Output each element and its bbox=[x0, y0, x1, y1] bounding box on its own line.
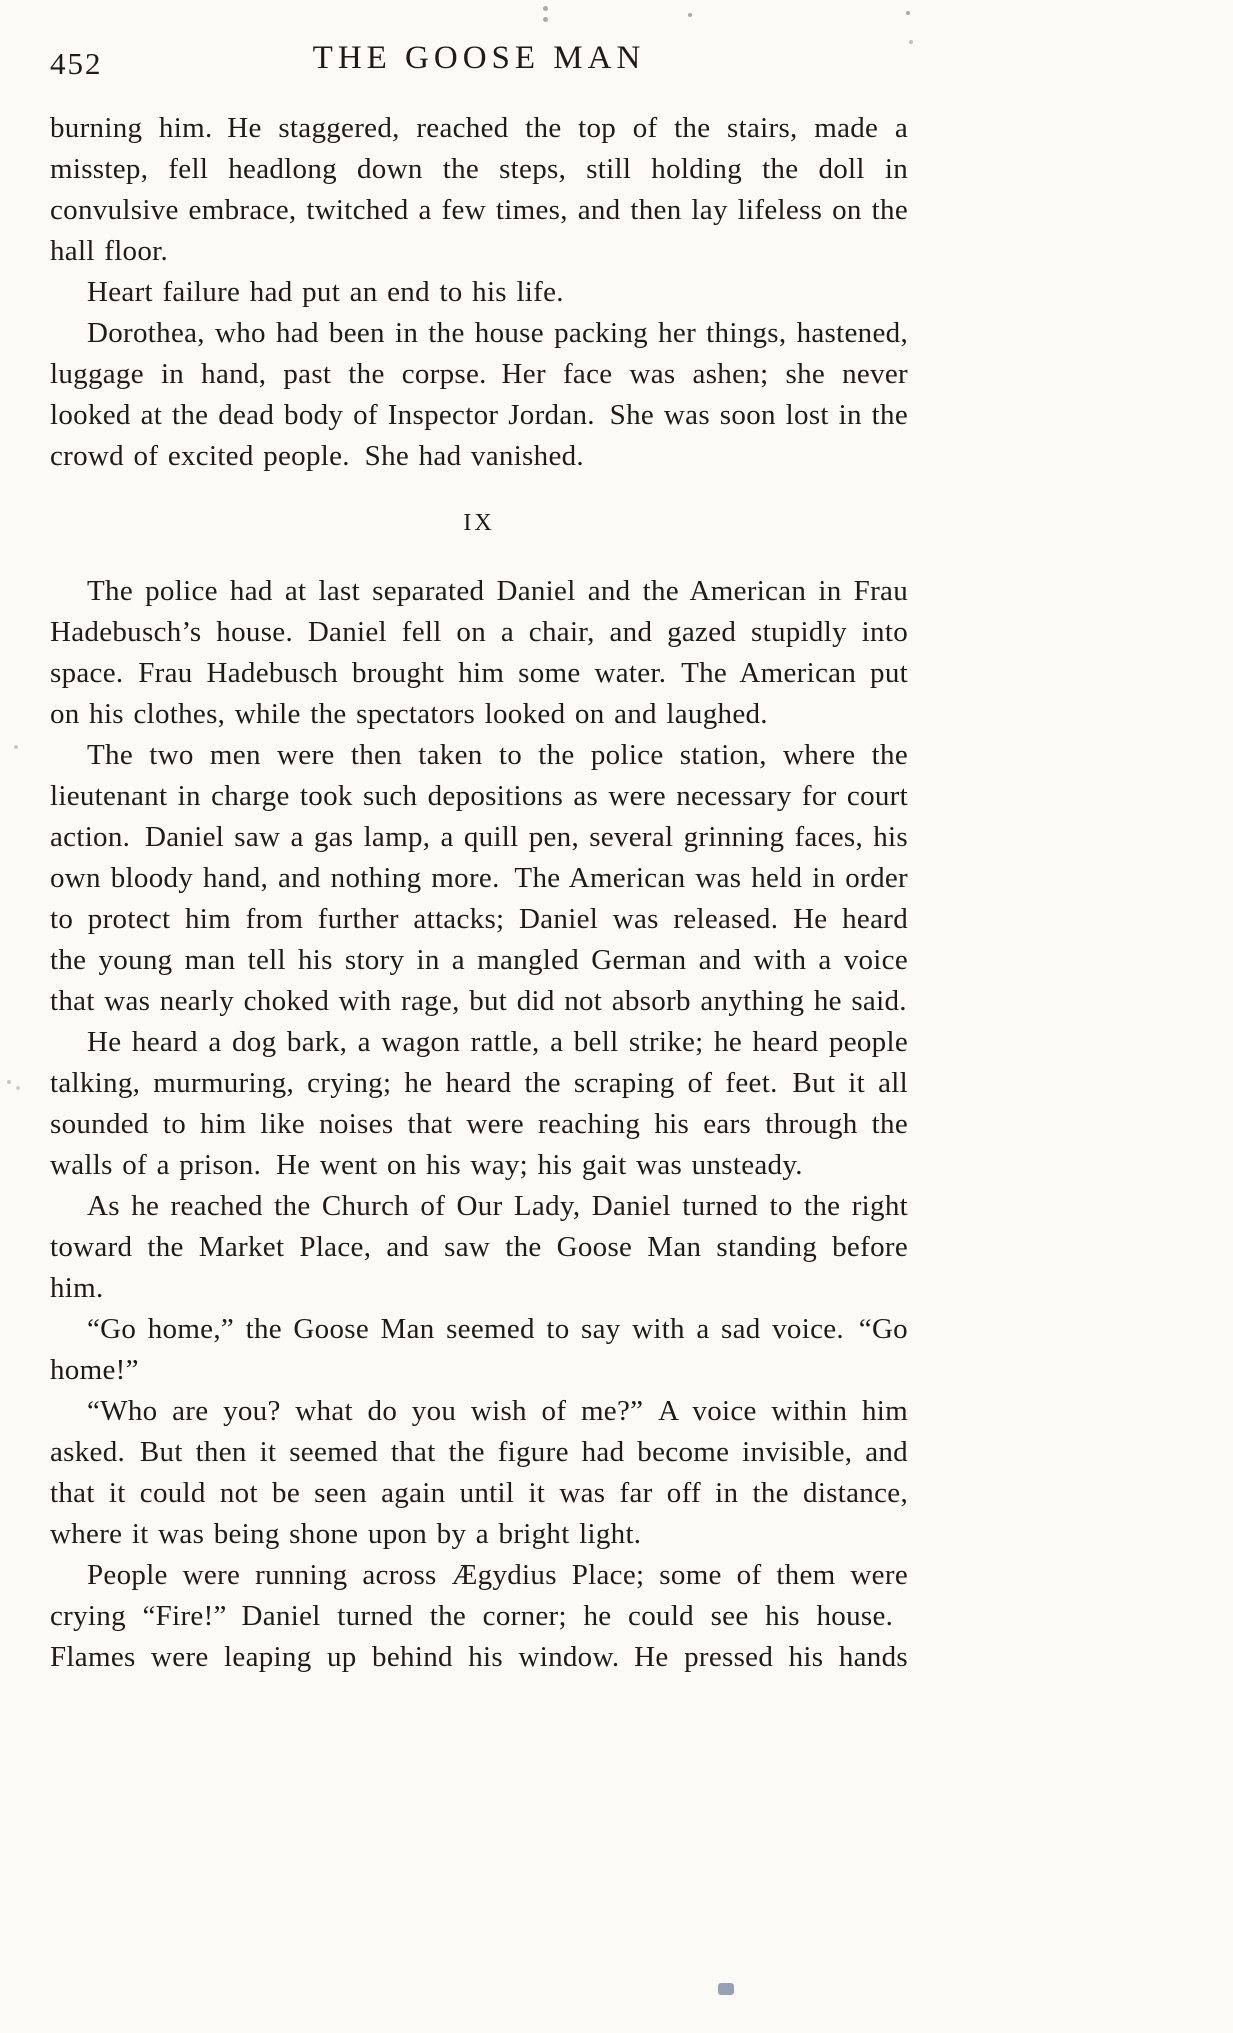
text-block bbox=[50, 108, 908, 1678]
page-number: 452 bbox=[50, 46, 103, 81]
section-heading: IX bbox=[463, 510, 495, 536]
paragraph: Dorothea, who had been in the house packing her things, hastened, luggage in hand, past the corpse. Her face was ashen; she never looked at the dead body of Inspector Jordan. She was soon lost in the crowd of excited people. She had vanished. bbox=[50, 317, 908, 472]
scan-artifact bbox=[688, 13, 692, 17]
paragraph: “Go home,” the Goose Man seemed to say with a sad voice. “Go home!” bbox=[50, 1313, 908, 1386]
paragraph: He heard a dog bark, a wagon rattle, a bell strike; he heard people talking, murmuring, crying; he heard the scraping of feet. But it all sounded to him like noises that were reaching his ears through the walls of a prison. He went on his way; his gait was unsteady. bbox=[50, 1026, 908, 1181]
paragraph: People were running across Ægydius Place; some of them were crying “Fire!” Daniel turned the corner; he could see his house. Flames were leaping up behind his window. He pressed his hands bbox=[50, 1559, 908, 1673]
scan-artifact bbox=[906, 11, 910, 15]
page-header bbox=[50, 40, 908, 86]
paragraph: The two men were then taken to the police station, where the lieutenant in charge took such depositions as were necessary for court action. Daniel saw a gas lamp, a quill pen, several grinning faces, his own bloody hand, and nothing more. The American was held in order to protect him from further attacks; Daniel was released. He heard the young man tell his story in a mangled German and with a voice that was nearly choked with rage, but did not absorb anything he said. bbox=[50, 739, 908, 1017]
scan-artifact-ink-mark bbox=[718, 1983, 734, 1995]
scan-artifact bbox=[14, 745, 18, 749]
scan-artifact bbox=[16, 1086, 20, 1090]
scan-artifact bbox=[543, 17, 548, 22]
book-page bbox=[50, 40, 908, 1678]
paragraph: “Who are you? what do you wish of me?” A voice within him asked. But then it seemed that the figure had become invisible, and that it could not be seen again until it was far off in the distance, where it was being shone upon by a bright light. bbox=[50, 1395, 908, 1550]
scan-artifact bbox=[909, 40, 913, 44]
scan-artifact bbox=[543, 6, 548, 11]
scan-artifact bbox=[7, 1080, 11, 1084]
paragraph: The police had at last separated Daniel and the American in Frau Hadebusch’s house. Daniel fell on a chair, and gazed stupidly into space. Frau Hadebusch brought him some water. The American put on his clothes, while the spectators looked on and laughed. bbox=[50, 575, 908, 730]
paragraph: burning him. He staggered, reached the top of the stairs, made a misstep, fell headlong down the steps, still holding the doll in convulsive embrace, twitched a few times, and then lay lifeless on the hall floor. bbox=[50, 112, 908, 267]
paragraph: As he reached the Church of Our Lady, Daniel turned to the right toward the Market Place, and saw the Goose Man standing before him. bbox=[50, 1190, 908, 1304]
running-title: THE GOOSE MAN bbox=[312, 40, 646, 76]
paragraph: Heart failure had put an end to his life. bbox=[87, 276, 564, 308]
